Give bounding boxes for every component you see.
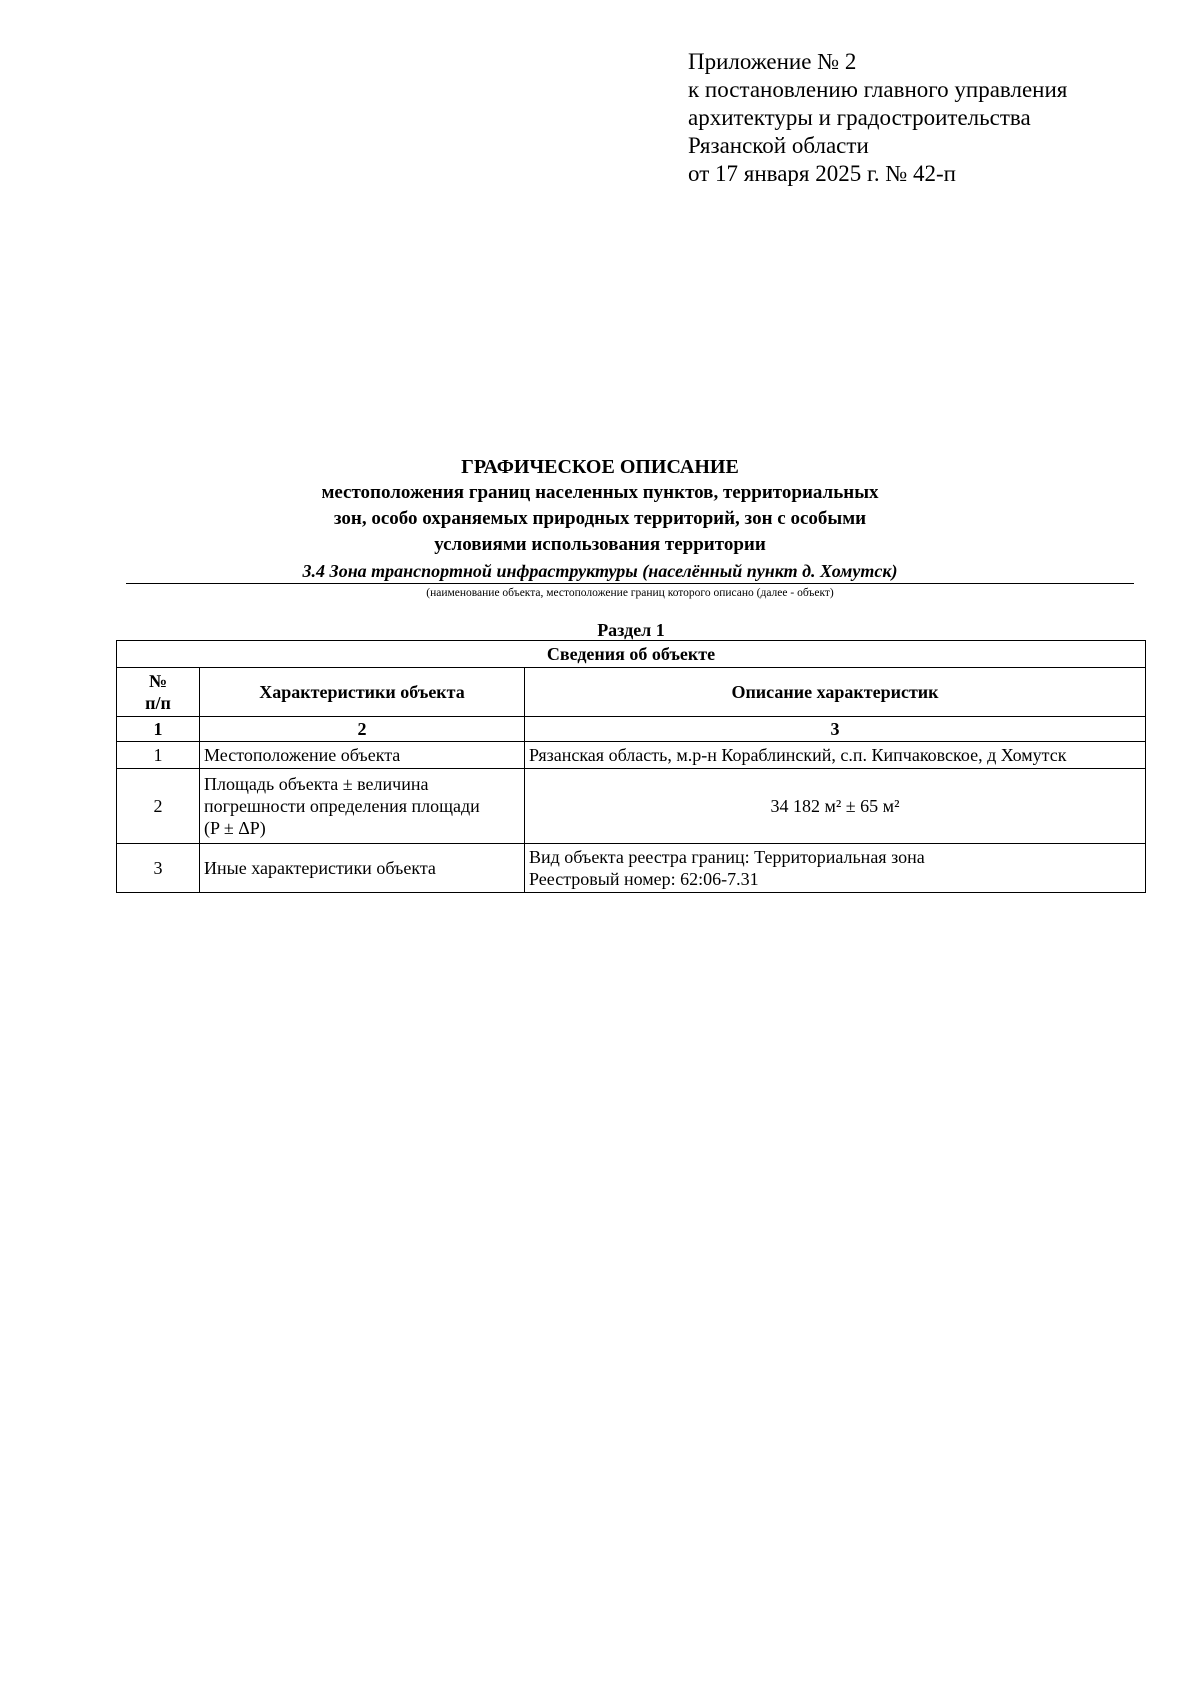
object-info-table — [116, 640, 1146, 893]
document-subtitle-line-1: местоположения границ населенных пунктов, территориальных — [321, 482, 879, 503]
index-cell-1: 1 — [117, 717, 200, 742]
object-name-underline — [126, 583, 1134, 584]
row-number: 3 — [117, 844, 200, 893]
document-title: ГРАФИЧЕСКОЕ ОПИСАНИЕ — [461, 456, 739, 478]
row-characteristic: Иные характеристики объекта — [200, 844, 525, 893]
table-row — [117, 769, 1146, 844]
row-description: Рязанская область, м.р-н Кораблинский, с.п. Кипчаковское, д Хомутск — [525, 742, 1146, 769]
appendix-line-3: архитектуры и градостроительства — [688, 105, 1031, 130]
table-row — [117, 844, 1146, 893]
header-num-line-2: п/п — [145, 693, 171, 713]
table-header-row — [117, 668, 1146, 717]
appendix-line-4: Рязанской области — [688, 133, 869, 158]
object-name: 3.4 Зона транспортной инфраструктуры (населённый пункт д. Хомутск) — [302, 561, 898, 581]
table-index-row — [117, 717, 1146, 742]
header-num — [117, 668, 200, 717]
row-number: 2 — [117, 769, 200, 844]
header-num-line-1: № — [148, 671, 168, 691]
row-characteristic-line-3: (P ± ΔP) — [204, 818, 266, 838]
appendix-line-1: Приложение № 2 — [688, 49, 857, 74]
document-subtitle-line-3: условиями использования территории — [434, 534, 766, 555]
object-name-caption: (наименование объекта, местоположение границ которого описано (далее - объект) — [426, 587, 834, 599]
header-characteristics: Характеристики объекта — [200, 668, 525, 717]
appendix-block — [688, 48, 1158, 188]
section-title: Раздел 1 — [597, 620, 665, 640]
row-characteristic: Местоположение объекта — [200, 742, 525, 769]
row-description-line-1: Вид объекта реестра границ: Территориальная зона — [529, 847, 925, 867]
row-characteristic-line-1: Площадь объекта ± величина — [204, 774, 429, 794]
table-caption: Сведения об объекте — [117, 641, 1146, 668]
row-description-line-2: Реестровый номер: 62:06-7.31 — [529, 869, 759, 889]
table-caption-row — [117, 641, 1146, 668]
appendix-line-5: от 17 января 2025 г. № 42-п — [688, 161, 956, 186]
row-characteristic — [200, 769, 525, 844]
index-cell-2: 2 — [200, 717, 525, 742]
title-block — [116, 454, 1084, 583]
row-characteristic-line-2: погрешности определения площади — [204, 796, 480, 816]
row-description: 34 182 м² ± 65 м² — [525, 769, 1146, 844]
row-number: 1 — [117, 742, 200, 769]
document-subtitle-line-2: зон, особо охраняемых природных территорий, зон с особыми — [333, 508, 867, 529]
row-description — [525, 844, 1146, 893]
index-cell-3: 3 — [525, 717, 1146, 742]
table-row — [117, 742, 1146, 769]
header-description: Описание характеристик — [525, 668, 1146, 717]
appendix-line-2: к постановлению главного управления — [688, 77, 1068, 102]
